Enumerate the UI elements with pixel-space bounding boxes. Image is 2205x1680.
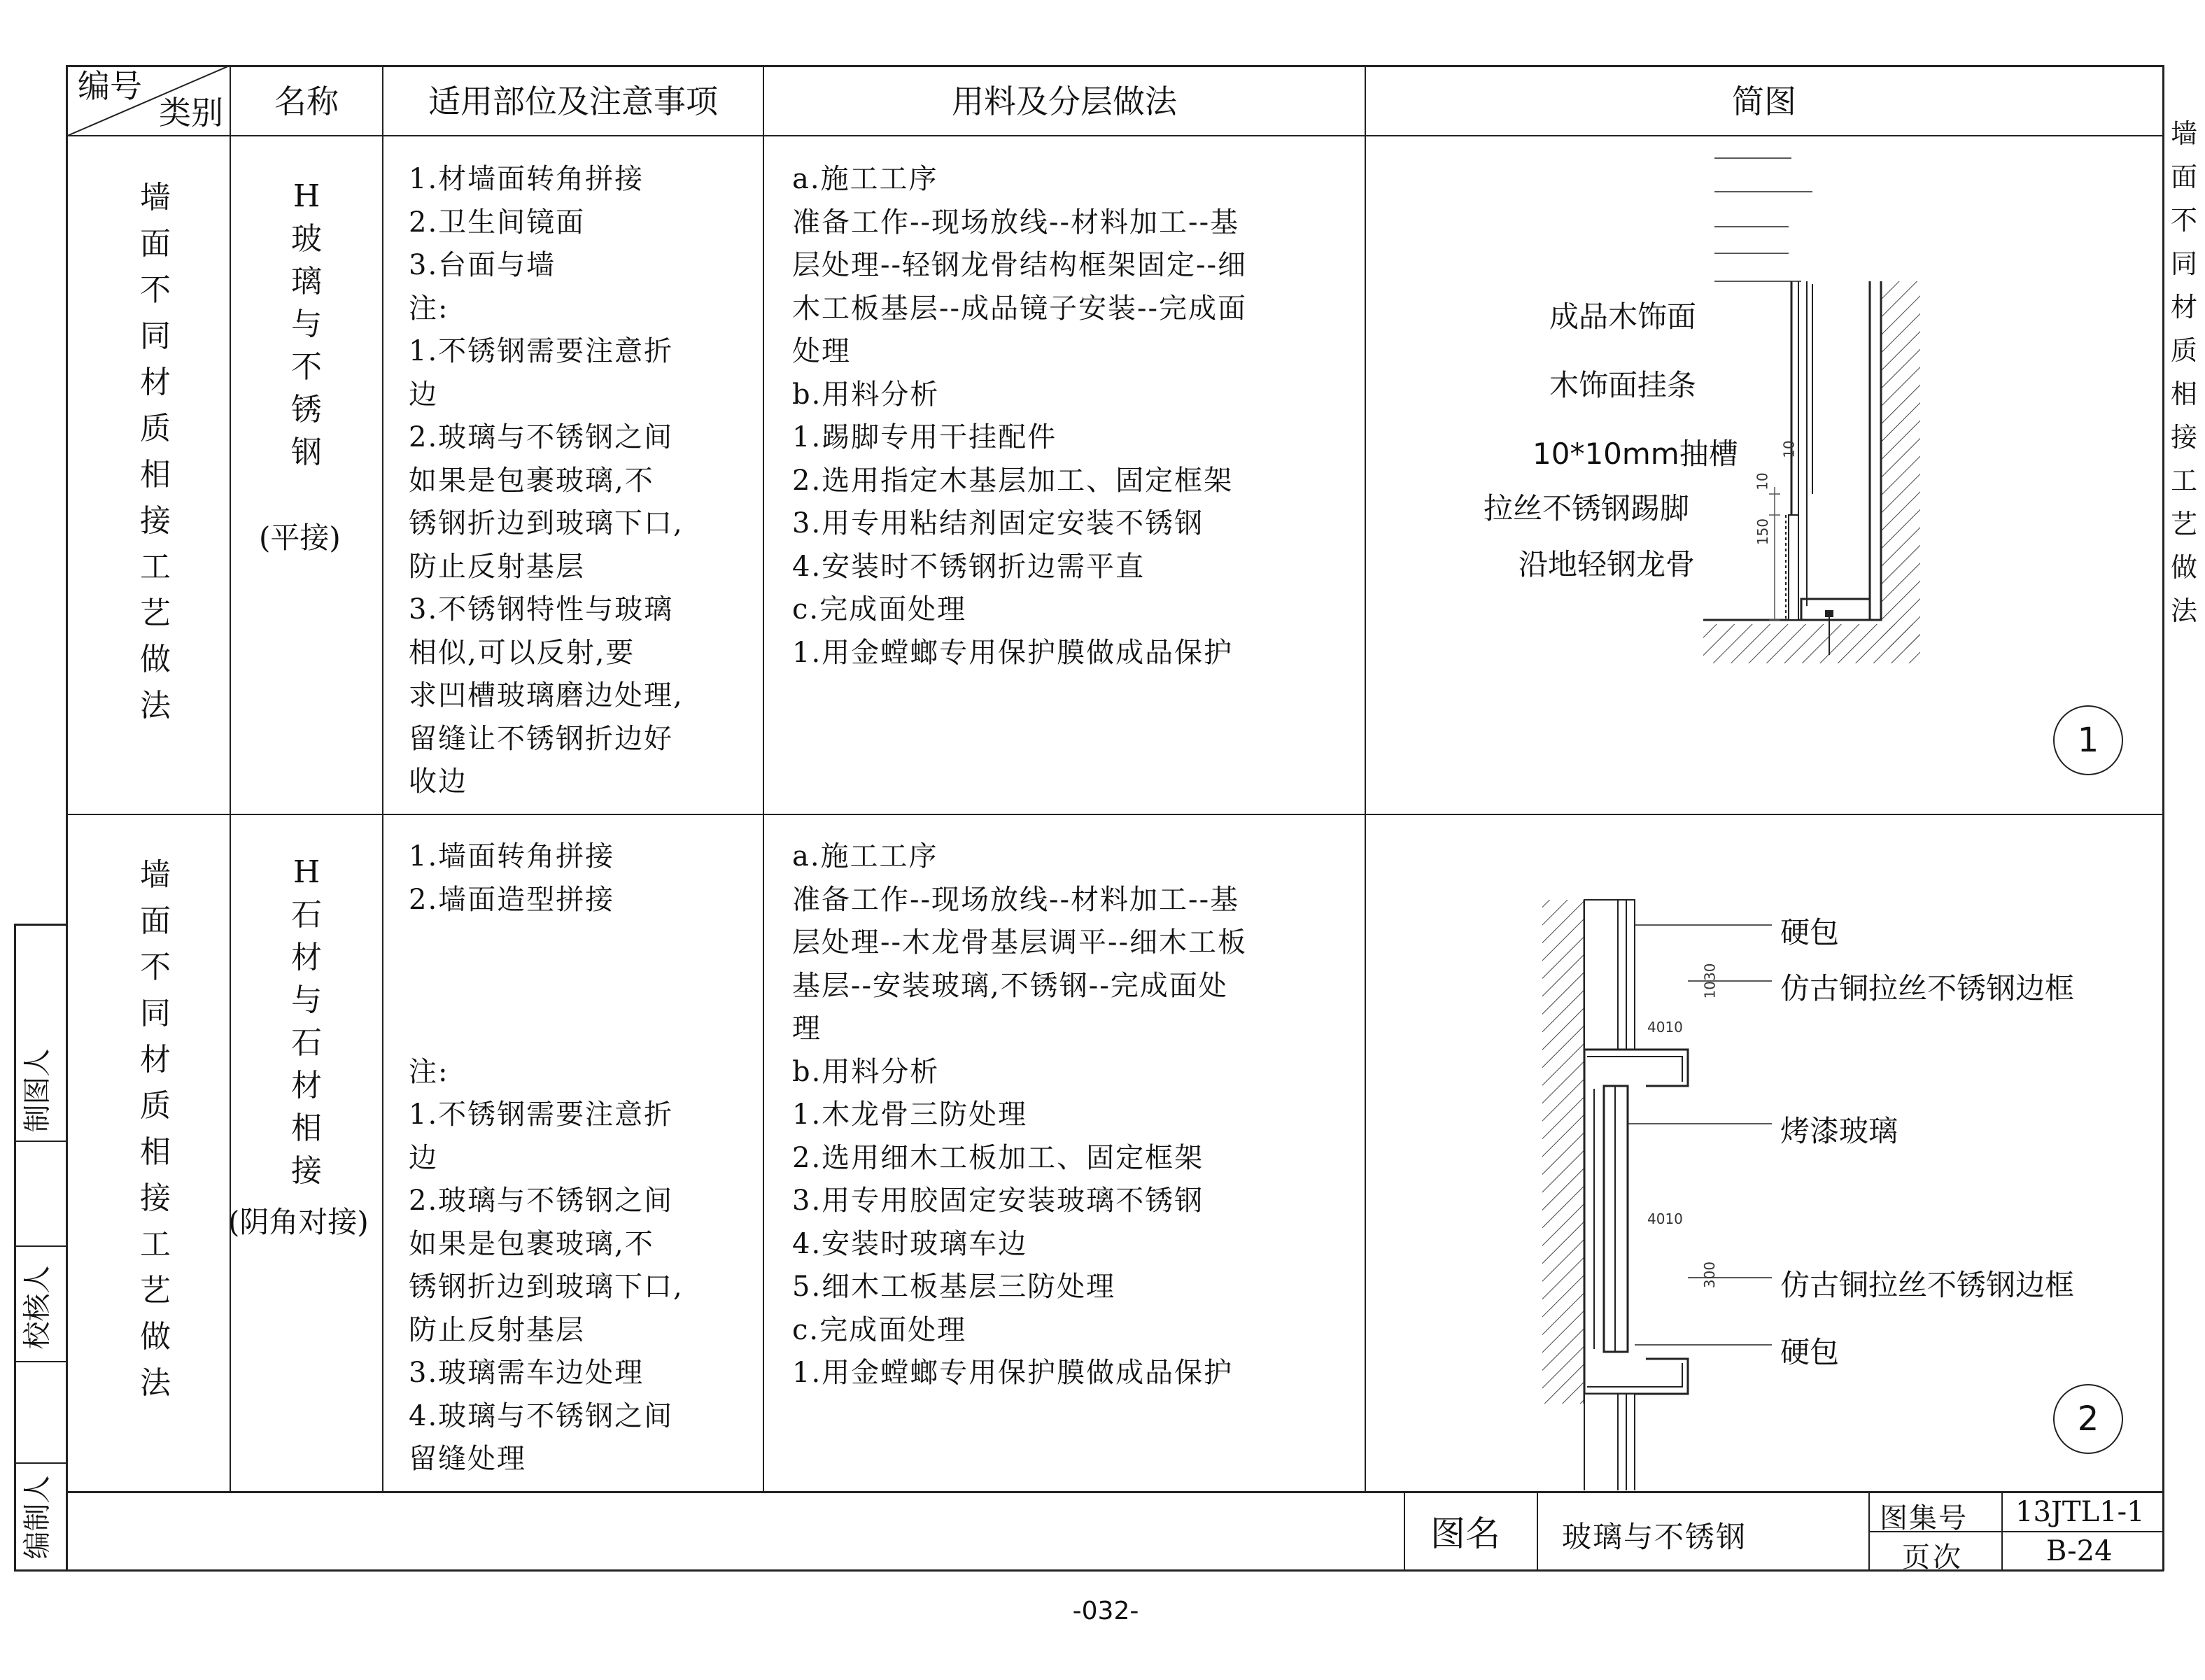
diagram-2-dim-c: 4010	[1647, 1210, 1683, 1227]
diagram-1-dim-a: 10	[1780, 440, 1798, 458]
row1-name-note: (平接)	[259, 521, 341, 555]
header-diagram-label: 简图	[1732, 83, 1796, 120]
title-block-name-label: 图名	[1430, 1513, 1500, 1554]
diagram-2-dim-a: 1030	[1701, 963, 1719, 999]
title-block-page-label: 页次	[1902, 1541, 1964, 1574]
diagram-2-dim-d: 300	[1701, 1261, 1719, 1289]
diagram-1-label-skirting: 拉丝不锈钢踢脚	[1484, 491, 1690, 525]
row1-location-text: 1.材墙面转角拼接 2.卫生间镜面 3.台面与墙 注: 1.不锈钢需要注意折 边 2.玻璃与不锈钢之间 如果是包裹玻璃,不 锈钢折边到玻璃下口, 防止反射基层 3.不锈钢特性与玻璃 相似,可以反射,要 求凹槽玻璃磨边处理, 留缝让不锈钢折边好 收边	[409, 163, 684, 798]
page-number: -032-	[1072, 1597, 1139, 1625]
diagram-1-dim-c: 150	[1754, 518, 1772, 546]
diagram-2-label-frame-bottom: 仿古铜拉丝不锈钢边框	[1780, 1268, 2075, 1302]
diagram-1-number: 1	[2053, 705, 2123, 775]
title-block-atlas-label: 图集号	[1880, 1502, 1968, 1534]
diagram-1-label-groove: 10*10mm抽槽	[1533, 437, 1738, 471]
row1-method-text: a.施工工序 准备工作--现场放线--材料加工--基 层处理--轻钢龙骨结构框架固定--细 木工板基层--成品镜子安装--完成面 处理 b.用料分析 1.踢脚专用干挂配件 2.选用指定木基层加工、固定框架 3.用专用粘结剂固定安装不锈钢 4.安装时不锈钢折边需平直 c.完成面处理 1.用金螳螂专用保护膜做成品保护	[792, 163, 1248, 669]
diagram-2-label-softpack-top: 硬包	[1780, 915, 1840, 950]
diagram-1-dim-b: 10	[1754, 472, 1771, 490]
signature-compiler: 编制人	[21, 1475, 54, 1560]
diagram-2-label-frame-top: 仿古铜拉丝不锈钢边框	[1780, 971, 2075, 1005]
row2-name-note: (阴角对接)	[228, 1205, 369, 1239]
title-block-page-value: B-24	[2046, 1535, 2113, 1567]
diagram-2-label-glass: 烤漆玻璃	[1780, 1114, 1898, 1148]
diagram-2-label-softpack-bottom: 硬包	[1780, 1335, 1840, 1369]
diagram-1-label-runner: 沿地轻钢龙骨	[1519, 547, 1696, 581]
diagram-1-label-hanger: 木饰面挂条	[1549, 368, 1697, 402]
diagram-2-dim-b: 4010	[1647, 1019, 1683, 1036]
side-title: 墙 面 不 同 材 质 相 接 工 艺 做 法	[2170, 118, 2197, 626]
diagram-1-label-finish: 成品木饰面	[1549, 299, 1697, 334]
row2-category: 墙 面 不 同 材 质 相 接 工 艺 做 法	[140, 857, 171, 1401]
header-name-label: 名称	[274, 83, 339, 120]
row1-category: 墙 面 不 同 材 质 相 接 工 艺 做 法	[140, 180, 171, 723]
signature-checker: 校核人	[21, 1265, 54, 1350]
title-block-atlas-value: 13JTL1-1	[2015, 1496, 2145, 1528]
signature-drawer: 制图人	[21, 1048, 54, 1133]
header-code-label: 编号	[78, 67, 142, 105]
row2-name: H 石 材 与 石 材 相 接	[291, 854, 322, 1189]
diagram-2-number: 2	[2053, 1384, 2123, 1454]
row2-location-text: 1.墙面转角拼接 2.墙面造型拼接 注: 1.不锈钢需要注意折 边 2.玻璃与不锈钢之间 如果是包裹玻璃,不 锈钢折边到玻璃下口, 防止反射基层 3.玻璃需车边处理 4.玻璃与不锈钢之间 留缝处理	[409, 840, 684, 1475]
row1-name: H 玻 璃 与 不 锈 钢	[291, 178, 322, 470]
header-method-label: 用料及分层做法	[952, 83, 1177, 120]
diagram-2-drawing	[1366, 816, 2162, 1490]
header-location-label: 适用部位及注意事项	[428, 83, 718, 120]
row2-method-text: a.施工工序 准备工作--现场放线--材料加工--基 层处理--木龙骨基层调平--细木工板 基层--安装玻璃,不锈钢--完成面处 理 b.用料分析 1.木龙骨三防处理 2.选用细木工板加工、固定框架 3.用专用胶固定安装玻璃不锈钢 4.安装时玻璃车边 5.细木工板基层三防处理 c.完成面处理 1.用金螳螂专用保护膜做成品保护	[792, 840, 1248, 1389]
header-category-label: 类别	[159, 94, 223, 132]
title-block-name-value: 玻璃与不锈钢	[1562, 1520, 1747, 1554]
